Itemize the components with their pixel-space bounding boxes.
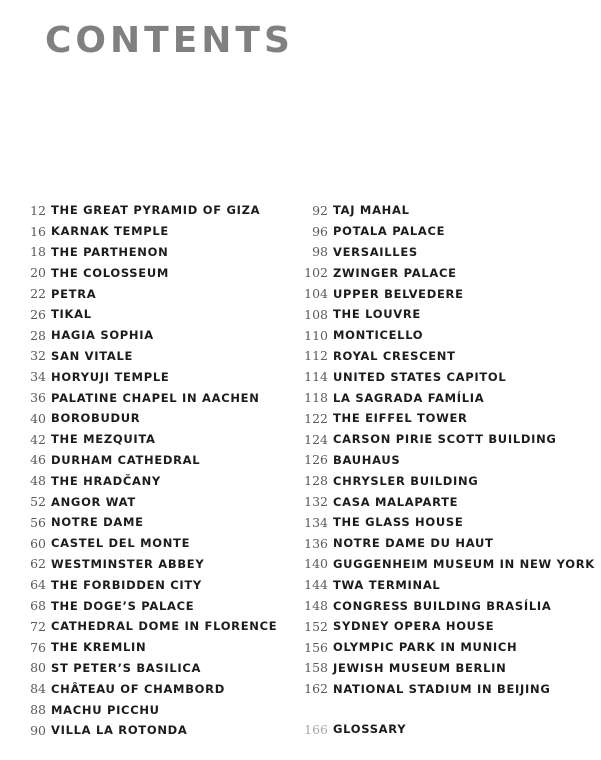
entry-page-number: 156 [304, 639, 328, 655]
contents-entry[interactable] [298, 658, 595, 679]
entry-title: UNITED STATES CAPITOL [333, 369, 507, 384]
entry-page-number: 76 [30, 639, 46, 655]
entry-page-number: 140 [304, 556, 328, 572]
contents-entry[interactable] [18, 637, 277, 658]
contents-entry[interactable] [18, 616, 277, 637]
contents-entry[interactable] [18, 450, 277, 471]
entry-page-number: 104 [304, 286, 328, 302]
entry-page-number: 132 [304, 494, 328, 510]
entry-page-number: 32 [30, 348, 46, 364]
contents-entry[interactable] [18, 325, 277, 346]
entry-page-number: 118 [304, 390, 328, 406]
entry-page-number: 134 [304, 514, 328, 530]
entry-page-number: 46 [30, 452, 46, 468]
entry-title: PALATINE CHAPEL IN AACHEN [51, 390, 260, 405]
entry-title: NATIONAL STADIUM IN BEIJING [333, 681, 551, 696]
contents-entry[interactable] [298, 387, 595, 408]
entry-page-number: 36 [30, 390, 46, 406]
entry-title: CARSON PIRIE SCOTT BUILDING [333, 432, 557, 447]
entry-title: JEWISH MUSEUM BERLIN [333, 660, 507, 675]
entry-title: THE HRADČANY [51, 473, 161, 488]
entry-title: THE FORBIDDEN CITY [51, 577, 202, 592]
entry-title: PETRA [51, 286, 97, 301]
entry-title: THE LOUVRE [333, 307, 421, 322]
entry-title: ANGOR WAT [51, 494, 136, 509]
contents-entry[interactable] [298, 450, 595, 471]
entry-title: THE MEZQUITA [51, 432, 156, 447]
entry-page-number: 128 [304, 473, 328, 489]
entry-page-number: 144 [304, 577, 328, 593]
entry-page-number: 22 [30, 286, 46, 302]
contents-entry[interactable] [18, 200, 277, 221]
contents-entry[interactable] [18, 512, 277, 533]
entry-title: POTALA PALACE [333, 224, 446, 239]
entry-title: THE PARTHENON [51, 244, 169, 259]
entry-title: THE GLASS HOUSE [333, 515, 464, 530]
contents-entry[interactable] [18, 554, 277, 575]
entry-page-number: 68 [30, 598, 46, 614]
contents-right-column [298, 200, 595, 699]
entry-page-number: 48 [30, 473, 46, 489]
entry-page-number: 42 [30, 431, 46, 447]
entry-page-number: 108 [304, 306, 328, 322]
contents-entry[interactable] [18, 283, 277, 304]
contents-entry[interactable] [18, 574, 277, 595]
entry-page-number: 98 [312, 244, 328, 260]
entry-page-number: 92 [312, 202, 328, 218]
entry-title: UPPER BELVEDERE [333, 286, 464, 301]
entry-title: TIKAL [51, 307, 92, 322]
contents-entry[interactable] [18, 262, 277, 283]
contents-entry[interactable] [298, 554, 595, 575]
contents-entry[interactable] [298, 221, 595, 242]
entry-page-number: 136 [304, 535, 328, 551]
contents-entry[interactable] [298, 325, 595, 346]
entry-title: ROYAL CRESCENT [333, 348, 456, 363]
contents-entry[interactable] [298, 366, 595, 387]
entry-title: THE COLOSSEUM [51, 265, 170, 280]
entry-page-number: 28 [30, 327, 46, 343]
entry-page-number: 52 [30, 494, 46, 510]
contents-entry[interactable] [298, 283, 595, 304]
contents-entry[interactable] [298, 574, 595, 595]
entry-page-number: 20 [30, 265, 46, 281]
contents-entry[interactable] [298, 200, 595, 221]
entry-title: CASTEL DEL MONTE [51, 536, 191, 551]
entry-page-number: 152 [304, 618, 328, 634]
page-title: CONTENTS [45, 20, 294, 61]
entry-page-number: 110 [304, 327, 328, 343]
contents-entry[interactable] [298, 346, 595, 367]
contents-entry[interactable] [18, 720, 277, 741]
entry-title: HORYUJI TEMPLE [51, 369, 170, 384]
contents-entry[interactable] [298, 304, 595, 325]
contents-entry[interactable] [18, 221, 277, 242]
entry-title: TAJ MAHAL [333, 203, 410, 218]
contents-entry[interactable] [298, 408, 595, 429]
entry-page-number: 114 [304, 369, 328, 385]
entry-page-number: 12 [30, 202, 46, 218]
entry-title: CATHEDRAL DOME IN FLORENCE [51, 619, 278, 634]
contents-entry[interactable] [298, 512, 595, 533]
entry-title: NOTRE DAME DU HAUT [333, 536, 494, 551]
contents-entry[interactable] [298, 533, 595, 554]
entry-page-number: 84 [30, 681, 46, 697]
entry-title: TWA TERMINAL [333, 577, 441, 592]
contents-entry[interactable] [18, 429, 277, 450]
entry-page-number: 80 [30, 660, 46, 676]
entry-title: THE EIFFEL TOWER [333, 411, 468, 426]
entry-page-number: 124 [304, 431, 328, 447]
contents-entry[interactable] [18, 595, 277, 616]
entry-title: SYDNEY OPERA HOUSE [333, 619, 495, 634]
entry-title: KARNAK TEMPLE [51, 224, 169, 239]
glossary-entry[interactable] [298, 719, 406, 739]
entry-page-number: 162 [304, 681, 328, 697]
entry-page-number: 148 [304, 598, 328, 614]
entry-title: VERSAILLES [333, 244, 418, 259]
entry-page-number: 40 [30, 410, 46, 426]
entry-title: THE KREMLIN [51, 640, 147, 655]
entry-title: OLYMPIC PARK IN MUNICH [333, 640, 518, 655]
entry-page-number: 56 [30, 514, 46, 530]
entry-title: MONTICELLO [333, 328, 424, 343]
contents-entry[interactable] [298, 242, 595, 263]
entry-page-number: 102 [304, 265, 328, 281]
entry-title: VILLA LA ROTONDA [51, 723, 188, 738]
contents-entry[interactable] [18, 366, 277, 387]
contents-entry[interactable] [298, 470, 595, 491]
entry-title: THE GREAT PYRAMID OF GIZA [51, 203, 261, 218]
entry-title: SAN VITALE [51, 348, 134, 363]
entry-page-number: 90 [30, 722, 46, 738]
entry-title: HAGIA SOPHIA [51, 328, 154, 343]
entry-page-number: 126 [304, 452, 328, 468]
contents-entry[interactable] [298, 616, 595, 637]
entry-page-number: 18 [30, 244, 46, 260]
entry-page-number: 62 [30, 556, 46, 572]
contents-left-column [18, 200, 277, 741]
contents-entry[interactable] [18, 678, 277, 699]
contents-entry[interactable] [18, 658, 277, 679]
contents-entry[interactable] [18, 699, 277, 720]
entry-page-number: 64 [30, 577, 46, 593]
entry-page-number: 122 [304, 410, 328, 426]
contents-entry[interactable] [18, 533, 277, 554]
entry-title: CHRYSLER BUILDING [333, 473, 479, 488]
entry-title: CASA MALAPARTE [333, 494, 459, 509]
entry-title: MACHU PICCHU [51, 702, 160, 717]
contents-entry[interactable] [298, 429, 595, 450]
contents-entry[interactable] [298, 491, 595, 512]
entry-title: ZWINGER PALACE [333, 265, 457, 280]
glossary-title: GLOSSARY [333, 722, 407, 736]
entry-page-number: 72 [30, 618, 46, 634]
contents-entry[interactable] [298, 678, 595, 699]
entry-title: LA SAGRADA FAMÍLIA [333, 390, 485, 405]
entry-title: CHÂTEAU OF CHAMBORD [51, 681, 225, 696]
entry-page-number: 34 [30, 369, 46, 385]
contents-entry[interactable] [18, 346, 277, 367]
contents-entry[interactable] [18, 470, 277, 491]
contents-entry[interactable] [18, 387, 277, 408]
entry-title: CONGRESS BUILDING BRASÍLIA [333, 598, 552, 613]
entry-title: WESTMINSTER ABBEY [51, 556, 205, 571]
contents-entry[interactable] [18, 491, 277, 512]
entry-page-number: 60 [30, 535, 46, 551]
entry-title: ST PETER’S BASILICA [51, 660, 202, 675]
contents-entry[interactable] [18, 408, 277, 429]
entry-title: GUGGENHEIM MUSEUM IN NEW YORK [333, 556, 595, 571]
entry-page-number: 112 [304, 348, 328, 364]
entry-title: NOTRE DAME [51, 515, 144, 530]
entry-page-number: 26 [30, 306, 46, 322]
entry-page-number: 16 [30, 223, 46, 239]
glossary-page-number: 166 [304, 721, 328, 737]
contents-entry[interactable] [298, 262, 595, 283]
entry-title: BAUHAUS [333, 452, 401, 467]
entry-page-number: 96 [312, 223, 328, 239]
entry-page-number: 158 [304, 660, 328, 676]
contents-entry[interactable] [18, 242, 277, 263]
entry-page-number: 88 [30, 702, 46, 718]
contents-entry[interactable] [18, 304, 277, 325]
contents-entry[interactable] [298, 595, 595, 616]
entry-title: THE DOGE’S PALACE [51, 598, 195, 613]
entry-title: DURHAM CATHEDRAL [51, 452, 201, 467]
entry-title: BOROBUDUR [51, 411, 141, 426]
contents-entry[interactable] [298, 637, 595, 658]
